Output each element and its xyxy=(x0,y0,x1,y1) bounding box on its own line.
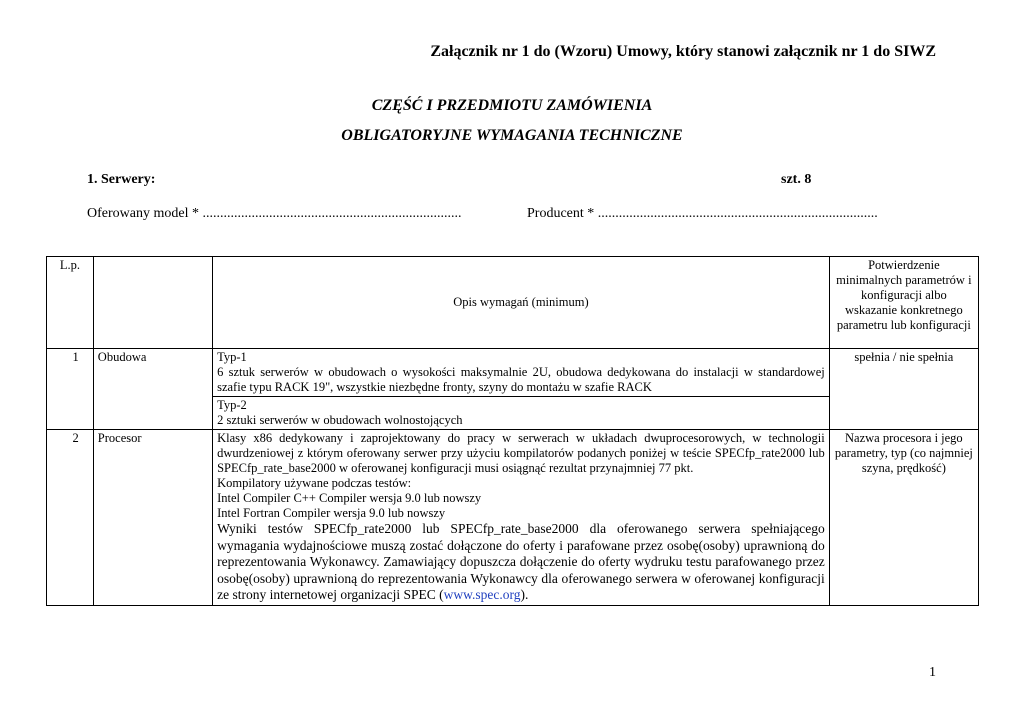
page-number: 1 xyxy=(929,665,936,680)
row-confirmation: spełnia / nie spełnia xyxy=(829,349,978,430)
table-header-row xyxy=(47,257,979,349)
document-subtitle: OBLIGATORYJNE WYMAGANIA TECHNICZNE xyxy=(341,127,683,144)
header-description: Opis wymagań (minimum) xyxy=(213,257,830,349)
annex-header: Załącznik nr 1 do (Wzoru) Umowy, który stanowi załącznik nr 1 do SIWZ xyxy=(430,43,936,60)
row-number: 2 xyxy=(47,430,94,606)
row-description-type1: Typ-1 6 sztuk serwerów w obudowach o wysokości maksymalnie 2U, obudowa dedykowana do instalacji w standardowej szafie typu RACK 19", wszystkie niezbędne fronty, szyny do montażu w szafie RACK xyxy=(213,349,830,397)
header-name xyxy=(93,257,212,349)
test-results-text: Wyniki testów SPECfp_rate2000 lub SPECfp_rate_base2000 dla oferowanego serwera spełniającego wymagania wydajnościowe muszą zostać dołączone do oferty i parafowane przez osobę(osoby) uprawnioną do reprezentowania Wykonawcy. Zamawiający dopuszcza dołączenie do oferty wydruku testu parafowanego przez osobę(osoby) uprawnioną do reprezentowania Wykonawcy dla oferowanego serwera w oferowanej konfiguracji ze strony internetowej organizacji SPEC ( xyxy=(217,521,825,602)
requirements-table xyxy=(46,256,979,606)
section-quantity: szt. 8 xyxy=(781,172,812,187)
row-description-processor xyxy=(213,430,830,606)
table-row xyxy=(47,430,979,606)
row-name: Procesor xyxy=(93,430,212,606)
row-name: Obudowa xyxy=(93,349,212,430)
row-description-type2: Typ-2 2 sztuki serwerów w obudowach wolnostojących xyxy=(213,397,830,430)
processor-requirements: Klasy x86 dedykowany i zaprojektowany do pracy w serwerach w układach dwuprocesorowych, w technologii dwurdzeniowej z którym oferowany serwer przy użyciu kompilatorów podanych poniżej w teście SPECfp_rate2000 lub SPECfp_rate_base2000 w oferowanej konfiguracji musi osiągnąć rezultat przynajmniej 77 pkt. Kompilatory używane podczas testów: Intel Compiler C++ Compiler wersja 9.0 lub nowszy Intel Fortran Compiler wersja 9.0 lub nowszy xyxy=(217,431,825,520)
header-lp: L.p. xyxy=(47,257,94,349)
offered-model-field: Oferowany model * .......................................................................... xyxy=(87,206,462,221)
spec-link[interactable]: www.spec.org xyxy=(443,587,521,602)
row-number: 1 xyxy=(47,349,94,430)
producer-field: Producent * ................................................................................ xyxy=(527,206,878,221)
test-results-paragraph xyxy=(217,521,825,604)
document-title: CZĘŚĆ I PRZEDMIOTU ZAMÓWIENIA xyxy=(371,97,653,114)
row-confirmation: Nazwa procesora i jego parametry, typ (co najmniej szyna, prędkość) xyxy=(829,430,978,606)
header-confirmation: Potwierdzenie minimalnych parametrów i konfiguracji albo wskazanie konkretnego parametru lub konfiguracji xyxy=(829,257,978,349)
test-results-end: ). xyxy=(520,587,529,602)
section-heading: 1. Serwery: xyxy=(87,172,156,187)
table-row xyxy=(47,349,979,397)
